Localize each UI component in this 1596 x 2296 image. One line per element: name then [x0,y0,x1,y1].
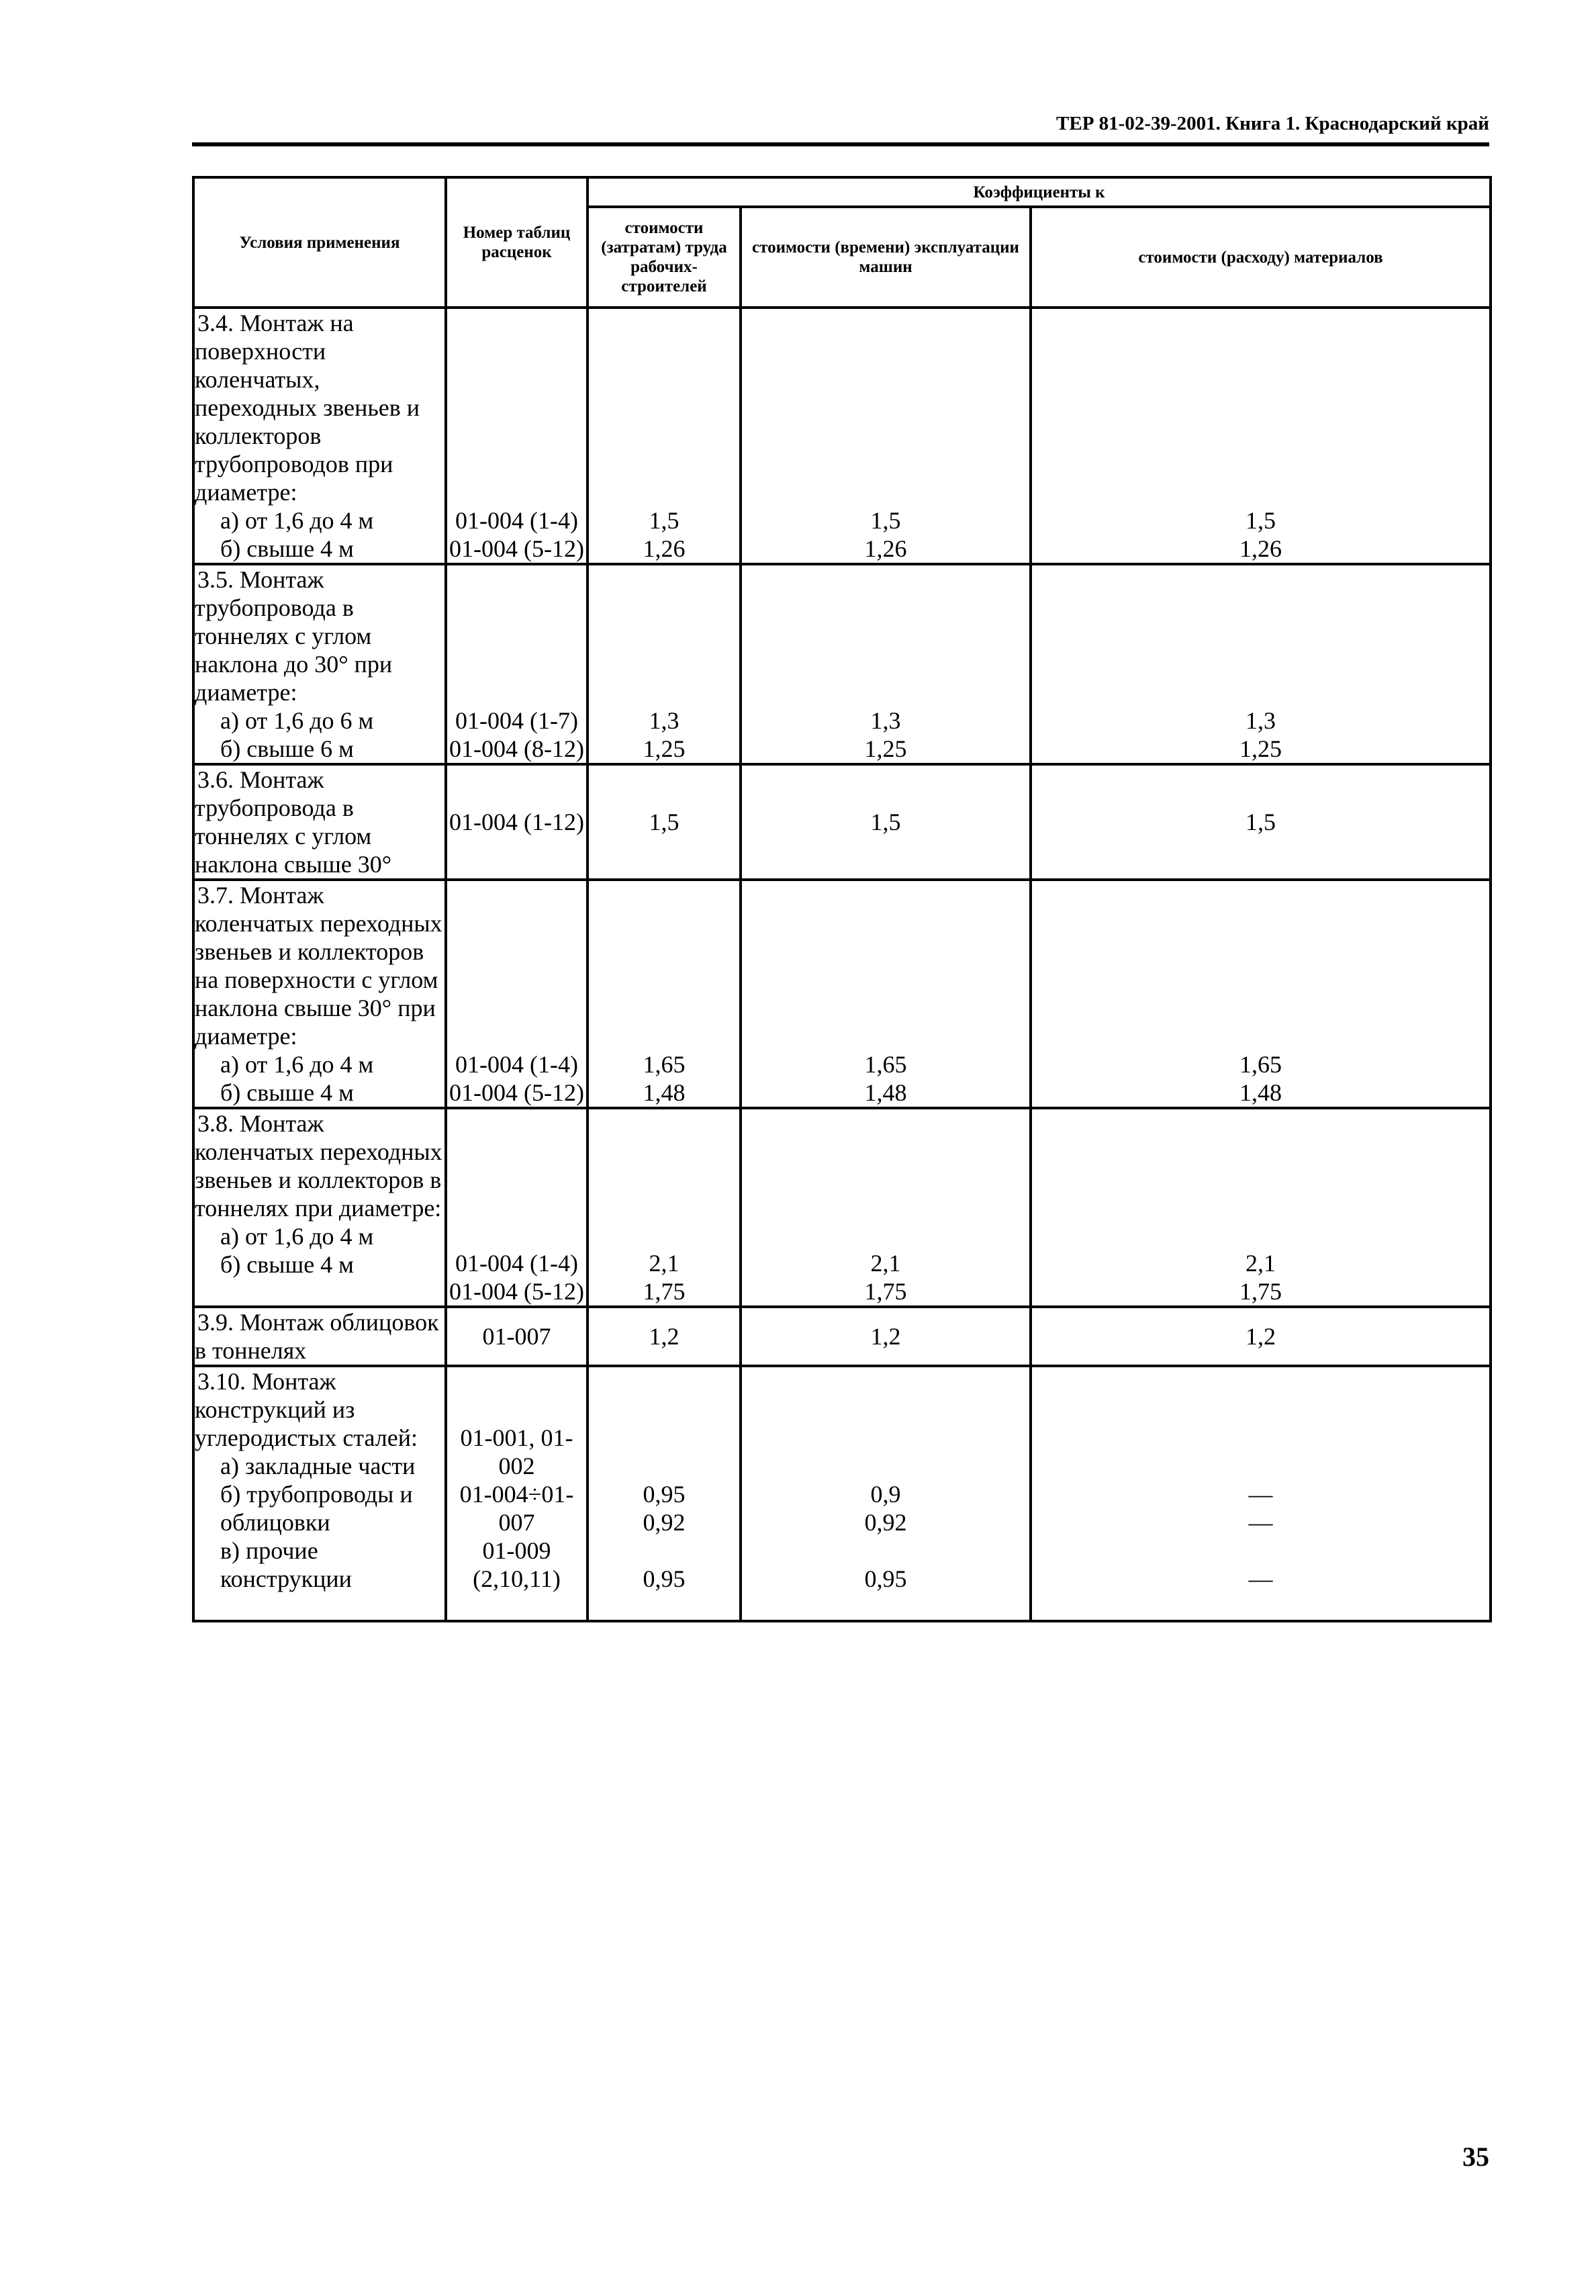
labor-cell [588,564,741,764]
condition-cell [193,1307,446,1366]
table-no-cell [446,308,588,564]
condition-cell [193,880,446,1108]
machines-value: 1,2 [870,1323,901,1350]
machines-value: 1,65 [864,1051,907,1078]
materials-cell [1031,1108,1491,1307]
header-machines: стоимости (времени) эксплуатации машин [741,207,1031,308]
page-number: 35 [1462,2142,1489,2172]
labor-value: 0,95 [643,1481,686,1508]
labor-value: 1,48 [643,1079,686,1106]
labor-value: 1,3 [649,707,679,734]
materials-value: 2,1 [1246,1250,1276,1277]
labor-value: 1,25 [643,735,686,762]
labor-value: 2,1 [649,1250,679,1277]
materials-value: — [1248,1565,1273,1592]
table-no-value: 01-004 (8-12) [449,735,584,762]
machines-value: 1,5 [870,507,901,534]
machines-value: 0,9 [870,1481,901,1508]
labor-cell [588,1307,741,1366]
table-no-value: 01-004 (5-12) [449,1079,584,1106]
machines-cell [741,1366,1031,1621]
table-no-value: 01-004 (1-4) [455,1250,578,1277]
table-no-value: 01-009 (2,10,11) [473,1537,561,1592]
header-table-no: Номер таблиц расценок [446,177,588,308]
materials-value: 1,5 [1246,809,1276,835]
labor-value: 1,65 [643,1051,686,1078]
labor-cell [588,1366,741,1621]
table-no-value: 01-004 (5-12) [449,535,584,562]
table-no-value: 01-004 (1-12) [449,809,584,835]
machines-cell [741,1307,1031,1366]
condition-cell [193,308,446,564]
labor-value: 0,92 [643,1509,686,1536]
materials-cell [1031,308,1491,564]
condition-option: а) от 1,6 до 4 м [220,1223,374,1250]
materials-cell [1031,1366,1491,1621]
table-no-value: 01-004 (1-4) [455,507,578,534]
materials-value: 1,48 [1239,1079,1282,1106]
condition-title: 3.10. Монтаж конструкций из углеродистых сталей: [195,1368,418,1451]
condition-option: а) от 1,6 до 4 м [220,507,374,534]
materials-value: 1,25 [1239,735,1282,762]
table-no-cell [446,564,588,764]
table-row [193,1307,1491,1366]
condition-option: б) трубопроводы и облицовки [220,1481,413,1536]
machines-value: 1,48 [864,1079,907,1106]
materials-value: 1,75 [1239,1278,1282,1305]
materials-cell [1031,564,1491,764]
materials-cell [1031,1307,1491,1366]
labor-value: 1,2 [649,1323,679,1350]
labor-value: 1,5 [649,507,679,534]
table-row [193,1108,1491,1307]
table-no-cell [446,1307,588,1366]
machines-value: 1,25 [864,735,907,762]
coefficients-table [192,176,1492,1622]
table-no-cell [446,880,588,1108]
condition-cell [193,1108,446,1307]
header-conditions: Условия применения [193,177,446,308]
labor-cell [588,1108,741,1307]
page-header [192,113,1489,146]
labor-cell [588,764,741,880]
labor-value: 1,26 [643,535,686,562]
machines-value: 2,1 [870,1250,901,1277]
materials-value: 1,3 [1246,707,1276,734]
condition-title: 3.9. Монтаж облицовок в тоннелях [195,1309,439,1364]
header-coeff-group: Коэффициенты к [588,177,1491,207]
table-no-cell [446,1366,588,1621]
condition-cell [193,764,446,880]
document-title: ТЕР 81-02-39-2001. Книга 1. Краснодарский край [1056,113,1489,134]
table-no-value: 01-004 (1-7) [455,707,578,734]
condition-title: 3.4. Монтаж на поверхности коленчатых, переходных звеньев и коллекторов трубопроводов при диаметре: [195,310,420,506]
condition-title: 3.8. Монтаж коленчатых переходных звеньев и коллекторов в тоннелях при диаметре: [195,1110,442,1222]
condition-option: а) закладные части [220,1453,416,1479]
table-no-value: 01-004 (5-12) [449,1278,584,1305]
condition-option: б) свыше 4 м [220,535,354,562]
labor-value: 1,75 [643,1278,686,1305]
condition-title: 3.6. Монтаж трубопровода в тоннелях с углом наклона свыше 30° [195,766,392,878]
condition-title: 3.5. Монтаж трубопровода в тоннелях с углом наклона до 30° при диаметре: [195,566,393,706]
condition-option: б) свыше 4 м [220,1079,354,1106]
condition-option: в) прочие конструкции [220,1537,352,1592]
table-row [193,880,1491,1108]
header-labor: стоимости (затратам) труда рабочих-строителей [588,207,741,308]
machines-value: 0,95 [864,1565,907,1592]
materials-value: 1,65 [1239,1051,1282,1078]
table-no-value: 01-001, 01-002 [460,1424,573,1479]
labor-value: 0,95 [643,1565,686,1592]
machines-value: 1,26 [864,535,907,562]
materials-value: — [1248,1481,1273,1508]
labor-value: 1,5 [649,809,679,835]
machines-cell [741,880,1031,1108]
table-row [193,308,1491,564]
labor-cell [588,880,741,1108]
machines-value: 1,75 [864,1278,907,1305]
materials-value: 1,2 [1246,1323,1276,1350]
machines-cell [741,564,1031,764]
table-no-value: 01-004 (1-4) [455,1051,578,1078]
materials-value: 1,5 [1246,507,1276,534]
table-row [193,764,1491,880]
machines-value: 1,3 [870,707,901,734]
table-no-cell [446,764,588,880]
machines-cell [741,308,1031,564]
condition-cell [193,1366,446,1621]
condition-option: а) от 1,6 до 6 м [220,707,374,734]
condition-title: 3.7. Монтаж коленчатых переходных звеньев и коллекторов на поверхности с углом наклона свыше 30° при диаметре: [195,882,442,1050]
condition-option: б) свыше 4 м [220,1251,354,1278]
materials-cell [1031,880,1491,1108]
condition-option: б) свыше 6 м [220,735,354,762]
machines-cell [741,1108,1031,1307]
machines-value: 0,92 [864,1509,907,1536]
table-no-cell [446,1108,588,1307]
materials-cell [1031,764,1491,880]
materials-value: 1,26 [1239,535,1282,562]
machines-value: 1,5 [870,809,901,835]
condition-option: а) от 1,6 до 4 м [220,1051,374,1078]
table-row [193,564,1491,764]
header-materials: стоимости (расходу) материалов [1031,207,1491,308]
condition-cell [193,564,446,764]
table-row [193,1366,1491,1621]
table-no-value: 01-004÷01-007 [459,1481,574,1536]
labor-cell [588,308,741,564]
machines-cell [741,764,1031,880]
materials-value: — [1248,1509,1273,1536]
table-no-value: 01-007 [482,1323,551,1350]
